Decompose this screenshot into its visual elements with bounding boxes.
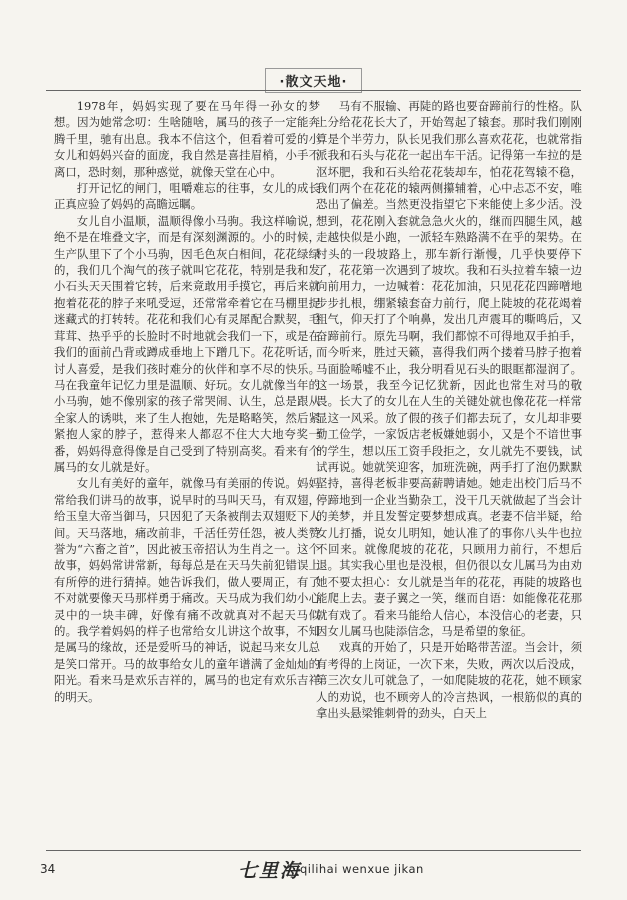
paragraph: 女儿有美好的童年，就像马有美丽的传说。妈妈常给我们讲马的故事，说早时的马叫天马，有双翅，给玉皇大帝当御马，只因犯了天条被削去双翅贬下人间。天马落地，痛改前非，千活任劳任怨，被人类赞誉为“六畜之首”，因此被玉帝招认为生肖之一。这个故事，妈妈常讲常新，每每总是在天马失前犯错误上有所停的进行猜掉。她告诉我们，做人要周正，有了不对就要像天马那样勇于痛改。天马成为我们幼小心灵中的一块丰碑，好像有痛不改就真对不起天马似的。我学着妈妈的样子也常给女儿讲这个故事，不知是属马的缘故，还是爱听马的神话，说起马来女儿总是笑口常开。马的故事给女儿的童年谱满了金灿灿的阳光。看来马是欢乐吉祥的，属马的也定有欢乐吉祥的明天。 [54,476,320,704]
paragraph: 打开记忆的闸门，咀嚼难忘的往事，女儿的成长正真应验了妈妈的高瞻远瞩。 [54,181,320,212]
footer-rule [46,850,581,851]
paragraph: 马有不服输、再陡的路也要奋蹄前行的性格。队上分给花花长大了，开始驾起了辕套。那时我们刚刚算是个半劳力，队长见我们那么喜欢花花，也就常指派我和石头与花花一起出车干活。记得第一车拉的是沤坏肥，我和石头给花花装却车，怕花花驾辕不稳，我们两个在花花的辕两侧攥辅着，心中忐忑不安，唯恐出了偏差。当然更没指望它下来能使上多少活。没想到，花花刚入套就急急火火的，继而四腿生风，越走越快似是小跑，一派轻车熟路满不在乎的架势。在村头的一段坡路上，那车新行渐慢，几乎快要停下了，花花第一次遇到了坡坎。我和石头拉着车辕一边向前用力，一边喊着：花花加油，只见花花四蹄噌地步步扎根，绷紧辕套奋力前行，爬上陡坡的花花竭着粗气，仰天打了个响鼻，发出几声震耳的嘶鸣后，又奋蹄前行。原先马啊，我们都惊不可得地双手拍手，而今听来，胜过天籁，喜得我们两个搂着马脖子抱着马面脸唏嘘不止，我分明看见石头的眼眶都湿润了。这一场景，我至今记忆犹新，因此也常生对马的敬畏。长大了的女儿在人生的关键处就也像花花一样常显这一风采。放了假的孩子们都去玩了，女儿却非要勤工俭学，一家饭店老板嫌她弱小，又是个不谙世事的学生，想以压工资手段拒之，女儿就先不要钱，试试再说。她就笑迎客，加班洗碗，两手打了泡仍默默坚持，喜得老板非要高薪聘请她。她走出校门后马不停蹄地到一企业当勤杂工，没干几天就做起了当会计的美梦，并且发誓定要梦想成真。老妻不信半疑，给女儿打播，说女儿明知，她认准了的事你八头牛也拉不回来。就像爬坡的花花，只顾用力前行，不想后退。其实我心里也是没根，但仍很以女儿属马为由劝她不要太担心：女儿就是当年的花花，再陡的坡路也能爬上去。妻子翼之一笑，继而自语：如能像花花那就有戏了。看来马能给人信心，本没信心的老妻，只因女儿属马也陡添信念，马是希望的象征。 [316,99,582,638]
page-footer [0,856,627,886]
paragraph: 女儿自小温顺，温顺得像小马驹。我这样喻说，绝不是在堆叠文字，而是有深刻渊源的。小的时候，生产队里下了个小马驹，因毛色灰白相间，花花绿绿的，我们几个淘气的孩子就叫它花花，特别是我和发小石头天天围着它转，后来竟敢用手摸它，再后来就抱着花花的脖子来吼受逗，还常常牵着它在马棚里捉迷藏式的打转转。花花和我们心有灵犀配合默契，毛茸茸、热乎乎的长脸时不时地就会我们一下，或是在我们的面前凸背或蹲成垂地上下蹭几下。花花听话，讨人喜爱，是我们孩时难分的伙伴和享不尽的快乐。马在我童年记忆力里是温顺、好玩。女儿就像当年的小马驹，她不像别家的孩子常哭闹、认生，总是跟从全家人的诱哄，来了生人抱她，先是略略笑，然后紧紧抱人家的脖子，惹得来人都忍不住大大地夸奖一番，妈妈得意得像是自己受到了特别高奖。看来有个属马的女儿就是好。 [54,213,320,474]
right-column [316,98,582,828]
left-column [54,98,320,828]
paragraph: 1978年，妈妈实现了要在马年得一孙女的梦想。因为她常念叨：生啥随啥，属马的孩子一定能奔腾千里，驰有出息。我本不信这个，但看着可爱的小女儿和妈妈兴奋的面庞，我自然是喜挂眉梢，小手不离口，恐时刻，那种惑觉，就像天堂在心中。 [54,99,320,179]
journal-name: qilihai wenxue jikan [300,862,424,876]
page-number: 34 [40,862,56,876]
paragraph: 戏真的开始了，只是开始略带苦涩。当会计，须有考得的上岗证，一次下来，失败，两次以后没成，第三次女儿可就急了，一如爬陡坡的花花，她不顾家人的劝说，也不顾旁人的冷言热讽，一根筋似的真的拿出头悬梁锥刺骨的劲头，白天上 [316,640,582,721]
journal-logo: 七里海 [238,860,302,882]
section-label: ·散文天地· [265,68,363,93]
header-rule [46,90,581,91]
